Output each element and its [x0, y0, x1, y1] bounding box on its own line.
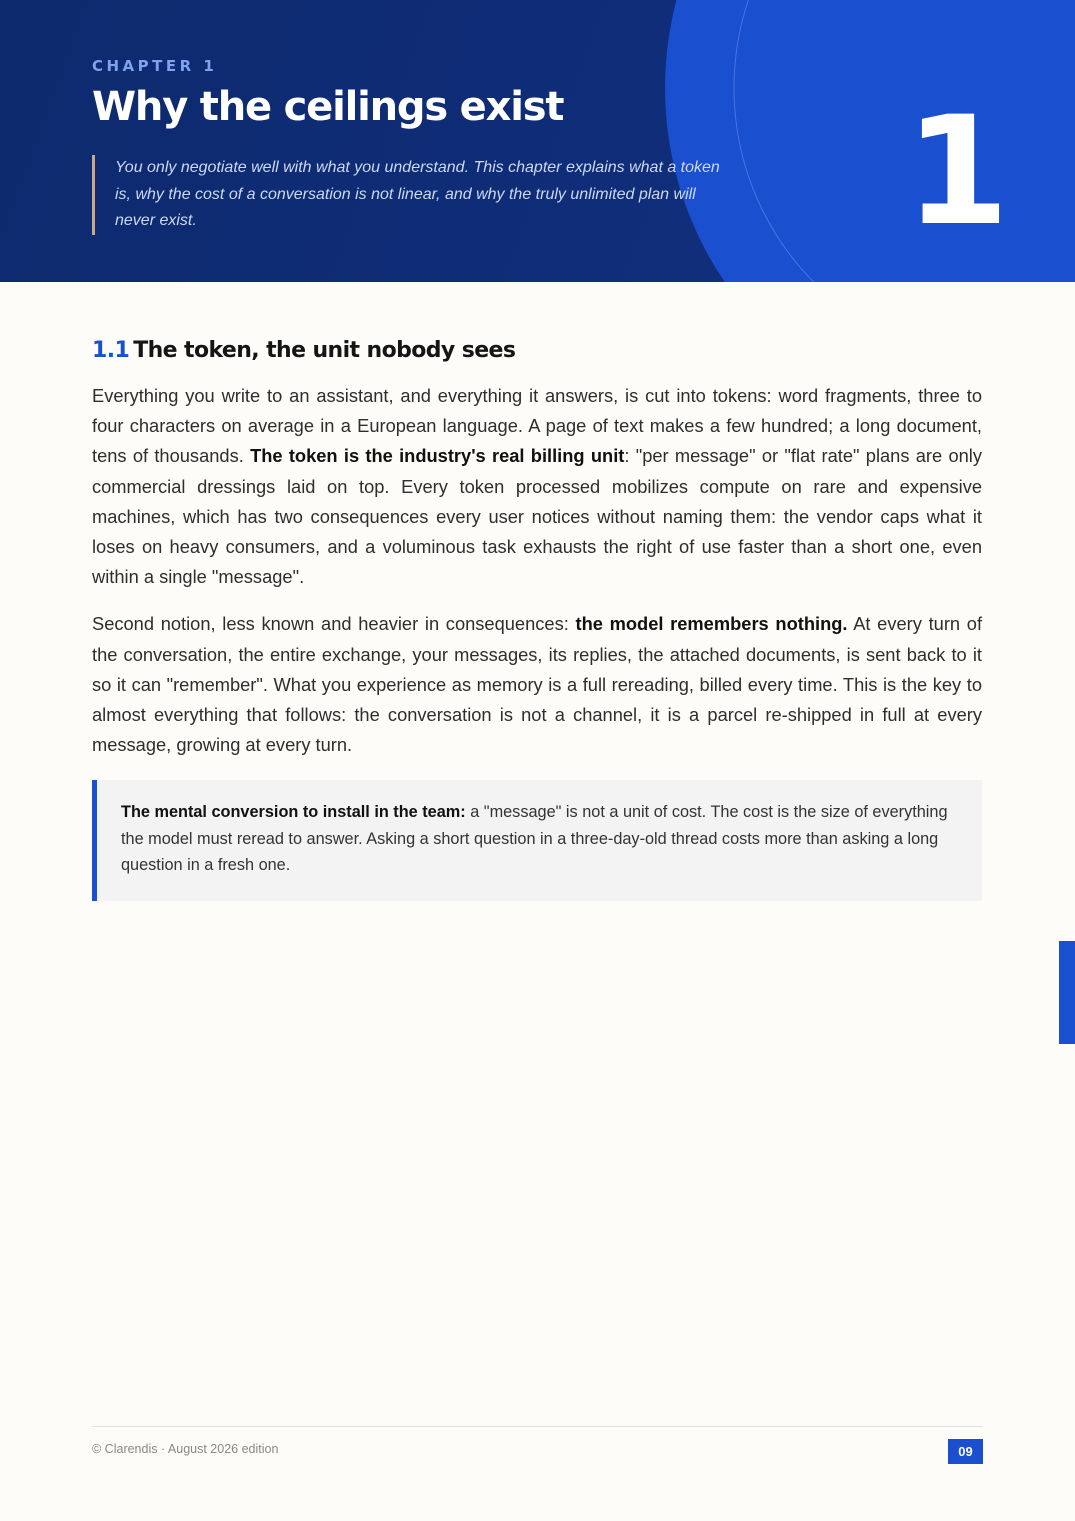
section-title: The token, the unit nobody sees — [133, 338, 516, 363]
section-heading — [92, 338, 982, 363]
chapter-kicker: CHAPTER 1 — [92, 57, 218, 75]
paragraph-text: At every turn of the conversation, the entire exchange, your messages, its replies, the attached documents, is sent back to it so it can "remember". What you experience as memory is a full rereading, billed every time. This is the key to almost everything that follows: the conversation is not a channel, it is a parcel re-shipped in full at every message, growing at every turn. — [92, 613, 983, 756]
chapter-header — [0, 0, 1075, 282]
callout-box — [92, 780, 982, 901]
page-number-badge: 09 — [948, 1439, 983, 1464]
paragraph-2 — [92, 609, 982, 760]
paragraph-emphasis: the model remembers nothing. — [575, 613, 848, 635]
footer-copyright: © Clarendis · August 2026 edition — [92, 1442, 279, 1456]
paragraph-emphasis: The token is the industry's real billing unit — [250, 445, 625, 467]
chapter-intro: You only negotiate well with what you understand. This chapter explains what a token is, why the cost of a conversation is not linear, and why the truly unlimited plan will never exist. — [92, 155, 735, 235]
footer-divider — [92, 1426, 983, 1427]
chapter-title: Why the ceilings exist — [92, 84, 564, 130]
paragraph-text: : "per message" or "flat rate" plans are only commercial dressings laid on top. Every token processed mobilizes compute on rare and expensive machines, which has two consequences every user notices without naming them: the vendor caps what it loses on heavy consumers, and a voluminous task exhausts the right of use faster than a short one, even within a single "message". — [92, 445, 982, 588]
chapter-number: 1 — [905, 85, 1010, 259]
paragraph-1 — [92, 381, 982, 592]
callout-text: a "message" is not a unit of cost. The cost is the size of everything the model must reread to answer. Asking a short question in a three-day-old thread costs more than asking a long question in a fresh one. — [121, 803, 948, 875]
paragraph-text: Second notion, less known and heavier in consequences: — [92, 613, 576, 635]
paragraph-text: Everything you write to an assistant, and everything it answers, is cut into tokens: word fragments, three to four characters on average in a European language. A page of text makes a few hundred; a long document, tens of thousands. — [92, 385, 982, 467]
callout-heading: The mental conversion to install in the team: — [121, 803, 466, 822]
main-content — [92, 338, 982, 901]
side-tab-marker — [1059, 941, 1075, 1044]
section-number: 1.1 — [92, 338, 130, 363]
